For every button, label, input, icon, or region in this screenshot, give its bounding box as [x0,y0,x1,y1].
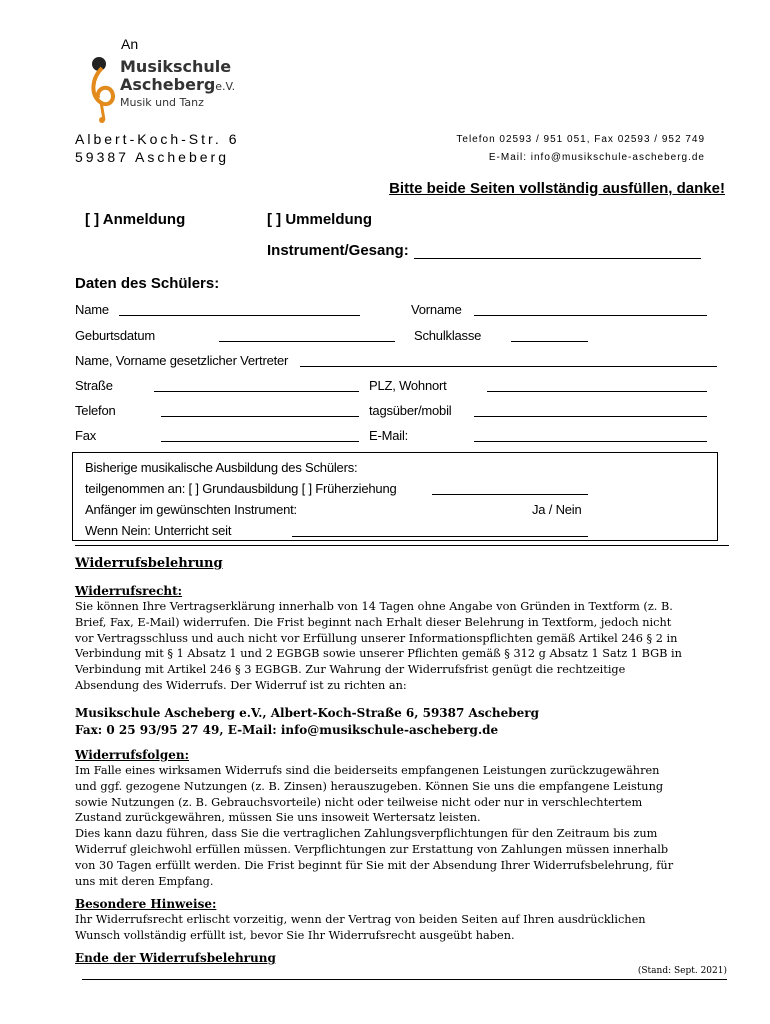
unterricht-seit-field[interactable] [292,536,588,537]
schulklasse-label: Schulklasse [414,328,482,343]
logo-tagline: Musik und Tanz [120,96,204,109]
box-line1: Bisherige musikalische Ausbildung des Schülers: [85,460,358,475]
instrument-field[interactable] [414,258,701,259]
ja-nein[interactable]: Ja / Nein [532,502,582,517]
recht-line: Brief, Fax, E-Mail) widerrufen. Die Frist beginnt nach Erhalt dieser Belehrung in Textform, jedoch nicht [75,615,672,629]
end-heading: Ende der Widerrufsbelehrung [75,951,276,965]
hinweise-text [75,912,720,944]
folgen-line: von 30 Tagen erfüllt werden. Die Frist beginnt für Sie mit der Absendung Ihrer Widerrufsbelehrung, für [75,858,674,872]
recht-line: Absendung des Widerrufs. Der Widerruf ist zu richten an: [75,678,407,692]
folgen-line: und ggf. gezogene Nutzungen (z. B. Zinsen) herauszugeben. Können Sie uns die empfangene Leistung [75,779,664,793]
widerruf-heading: Widerrufsbelehrung [75,556,223,571]
address-street: Albert-Koch-Str. 6 [75,131,240,147]
vorname-field[interactable] [474,315,707,316]
plz-label: PLZ, Wohnort [369,378,447,393]
geburtsdatum-field[interactable] [219,341,395,342]
name-field[interactable] [119,315,360,316]
widerrufsrecht-text [75,599,720,694]
phone-fax: Telefon 02593 / 951 051, Fax 02593 / 952 749 [456,134,705,145]
hinweise-heading: Besondere Hinweise: [75,897,217,911]
geburtsdatum-label: Geburtsdatum [75,328,155,343]
recht-line: Sie können Ihre Vertragserklärung innerhalb von 14 Tagen ohne Angabe von Gründen in Textform (z. B. [75,600,673,613]
folgen-line: uns mit deren Empfang. [75,874,214,888]
hinweise-line: Wunsch vollständig erfüllt ist, bevor Sie Ihr Widerrufsrecht ausgeübt haben. [75,928,515,942]
ummeldung-checkbox[interactable]: [ ] Ummeldung [267,211,372,228]
schulklasse-field[interactable] [511,341,588,342]
tagsueber-field[interactable] [474,416,707,417]
contact-block [75,705,539,738]
recht-line: Verbindung mit Artikel 246 § 3 EGBGB. Zur Wahrung der Widerrufsfrist genügt die rechtzeitige [75,663,626,677]
school-logo [86,54,236,124]
telefon-field[interactable] [161,416,359,417]
student-heading: Daten des Schülers: [75,275,220,292]
box-line4: Wenn Nein: Unterricht seit [85,523,232,538]
footer-rule [82,979,727,980]
widerrufsfolgen-heading: Widerrufsfolgen: [75,748,190,762]
logo-line2-text: Ascheberg [120,75,216,94]
fax-label: Fax [75,428,97,443]
contact-line1: Musikschule Ascheberg e.V., Albert-Koch-Straße 6, 59387 Ascheberg [75,706,539,720]
logo-line1: Musikschule [120,57,232,76]
section-divider [75,545,729,546]
box-line3: Anfänger im gewünschten Instrument: [85,502,297,517]
stand-date: (Stand: Sept. 2021) [637,966,727,976]
hinweise-line: Ihr Widerrufsrecht erlischt vorzeitig, wenn der Vertrag von beiden Seiten auf Ihren ausdrücklichen [75,913,646,926]
folgen-line: Widerruf gleichwohl erfüllen müssen. Verpflichtungen zur Erstattung von Zahlungen müssen innerhalb [75,842,669,856]
strasse-label: Straße [75,378,113,393]
logo-line2 [120,75,235,96]
address-city: 59387 Ascheberg [75,149,229,165]
vertreter-label: Name, Vorname gesetzlicher Vertreter [75,353,289,368]
widerrufsrecht-heading: Widerrufsrecht: [75,584,183,598]
recht-line: vor Vertragsschluss und auch nicht vor Erfüllung unserer Informationspflichten gemäß Artikel 246 § 2 in [75,631,678,645]
tagsueber-label: tagsüber/mobil [369,403,452,418]
folgen-line: Dies kann dazu führen, dass Sie die vertraglichen Zahlungsverpflichtungen für den Zeitraum bis zum [75,827,658,841]
name-label: Name [75,302,109,317]
widerrufsfolgen-text [75,763,720,889]
instrument-label: Instrument/Gesang: [267,242,409,259]
box-line2-field[interactable] [432,494,588,495]
folgen-line: Im Falle eines wirksamen Widerrufs sind die beiderseits empfangenen Leistungen zurückzugewähren [75,764,660,777]
recipient-label: An [121,36,139,52]
strasse-field[interactable] [154,391,359,392]
anmeldung-checkbox[interactable]: [ ] Anmeldung [85,211,186,228]
clef-icon [86,54,120,124]
email-label: E-Mail: [369,428,409,443]
email-contact: E-Mail: info@musikschule-ascheberg.de [488,152,705,163]
contact-line2: Fax: 0 25 93/95 27 49, E-Mail: info@musikschule-ascheberg.de [75,722,499,737]
logo-suffix: e.V. [215,80,236,93]
form-instruction: Bitte beide Seiten vollständig ausfüllen, danke! [389,180,725,197]
vertreter-field[interactable] [300,366,717,367]
plz-field[interactable] [487,391,707,392]
fax-field[interactable] [161,441,359,442]
vorname-label: Vorname [411,302,462,317]
folgen-line: Zustand zurückgewähren, müssen Sie uns insoweit Wertersatz leisten. [75,811,481,825]
email-field[interactable] [474,441,707,442]
telefon-label: Telefon [75,403,116,418]
box-line2[interactable]: teilgenommen an: [ ] Grundausbildung [ ] Früherziehung [85,481,397,496]
folgen-line: sowie Nutzungen (z. B. Gebrauchsvorteile) nicht oder teilweise nicht oder nur in verschlechtertem [75,795,643,809]
recht-line: Verbindung mit § 1 Absatz 1 und 2 EGBGB sowie unserer Pflichten gemäß § 312 g Absatz 1 Satz 1 BGB in [75,647,682,661]
